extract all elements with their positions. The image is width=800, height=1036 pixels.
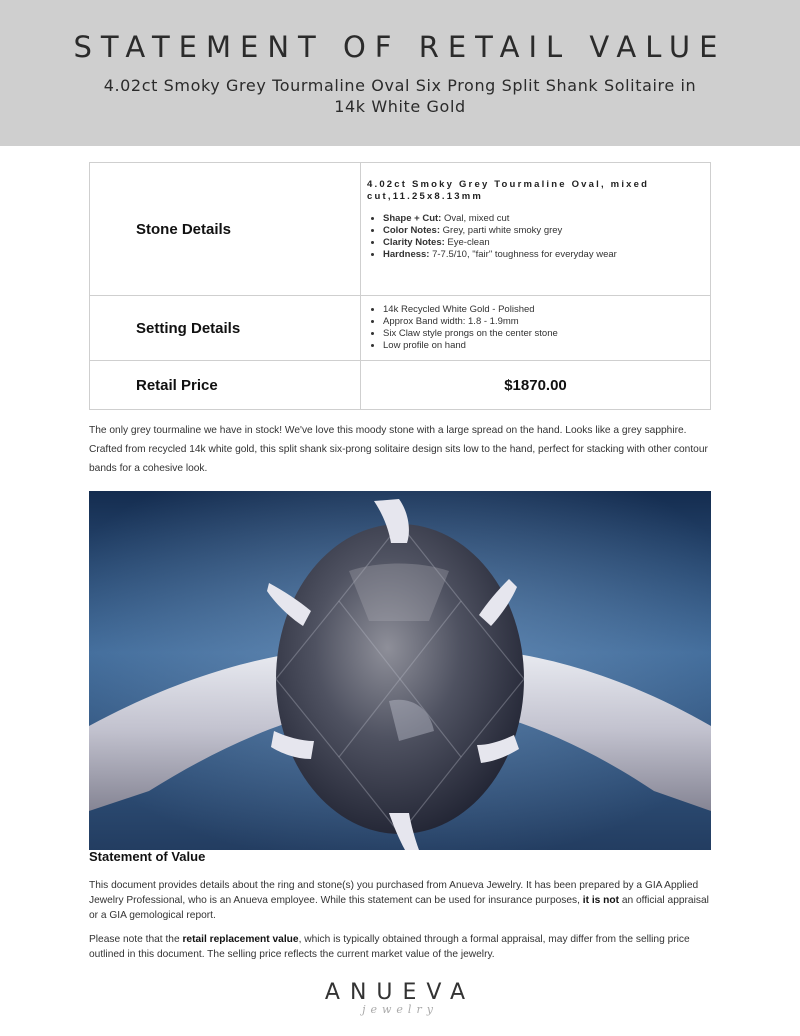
setting-details-row — [90, 296, 711, 361]
stone-details-row — [90, 163, 711, 296]
logo-brand-text: ANUEVA — [324, 980, 476, 1005]
retail-price-label: Retail Price — [90, 361, 361, 410]
paragraph-text: Please note that the — [89, 934, 183, 945]
ring-photo — [89, 491, 711, 850]
ring-illustration — [89, 491, 711, 850]
list-item — [383, 213, 700, 225]
anueva-logo — [0, 980, 800, 1016]
paragraph-text: This document provides details about the ring and stone(s) you purchased from Anueva Jewelry. It has been prepared by a GIA Applied Jewelry Professional, who is an Anueva employee. While this statement can be used for insurance purposes, — [89, 880, 699, 906]
statement-paragraph-1 — [89, 878, 714, 923]
paragraph-emphasis: it is not — [582, 895, 620, 906]
spec-key: Color Notes: — [383, 225, 440, 236]
statement-of-value-heading: Statement of Value — [89, 849, 206, 864]
spec-value: Grey, parti white smoky grey — [440, 225, 563, 236]
paragraph-text: an official appraisal or a GIA gemological report. — [89, 895, 709, 921]
stone-details-content — [361, 163, 711, 296]
product-subtitle: 4.02ct Smoky Grey Tourmaline Oval Six Prong Split Shank Solitaire in 14k White Gold — [103, 76, 697, 116]
statement-paragraph-2 — [89, 932, 714, 962]
list-item: • 14k Recycled White Gold - Polished — [383, 304, 700, 316]
list-item: • Six Claw style prongs on the center stone — [383, 328, 700, 340]
spec-value: Oval, mixed cut — [441, 213, 510, 224]
setting-details-label: Setting Details — [90, 296, 361, 361]
list-item: • Low profile on hand — [383, 340, 700, 352]
logo-sub-text: jewelry — [362, 1003, 438, 1016]
details-table — [89, 162, 711, 410]
retail-price-row — [90, 361, 711, 410]
retail-price-value: $1870.00 — [361, 361, 711, 410]
list-item: • Approx Band width: 1.8 - 1.9mm — [383, 316, 700, 328]
stone-specs-list — [367, 213, 700, 261]
paragraph-emphasis: retail replacement value — [182, 934, 299, 945]
stone-details-label: Stone Details — [90, 163, 361, 296]
stone-heading: 4.02ct Smoky Grey Tourmaline Oval, mixed cut,11.25x8.13mm — [367, 179, 650, 202]
spec-value: Eye-clean — [444, 237, 490, 248]
setting-specs-list — [367, 304, 700, 352]
spec-key: Clarity Notes: — [383, 237, 445, 248]
setting-details-content — [361, 296, 711, 361]
product-description: The only grey tourmaline we have in stock! We've love this moody stone with a large spread on the hand. Looks like a grey sapphire. Crafted from recycled 14k white gold, this split shank six-prong solitaire design sits low to the hand, perfect for stacking with other contour bands for a cohesive look. — [89, 425, 708, 474]
page-header — [0, 0, 800, 146]
spec-key: Hardness: — [383, 249, 430, 260]
list-item — [383, 237, 700, 249]
page-title: STATEMENT OF RETAIL VALUE — [73, 30, 727, 64]
spec-key: Shape + Cut: — [383, 213, 442, 224]
list-item — [383, 225, 700, 237]
paragraph-text: , which is typically obtained through a formal appraisal, may differ from the selling price outlined in this document. The selling price reflects the current market value of the jewelry. — [89, 934, 690, 960]
list-item — [383, 249, 700, 261]
spec-value: 7-7.5/10, "fair" toughness for everyday wear — [429, 249, 617, 260]
